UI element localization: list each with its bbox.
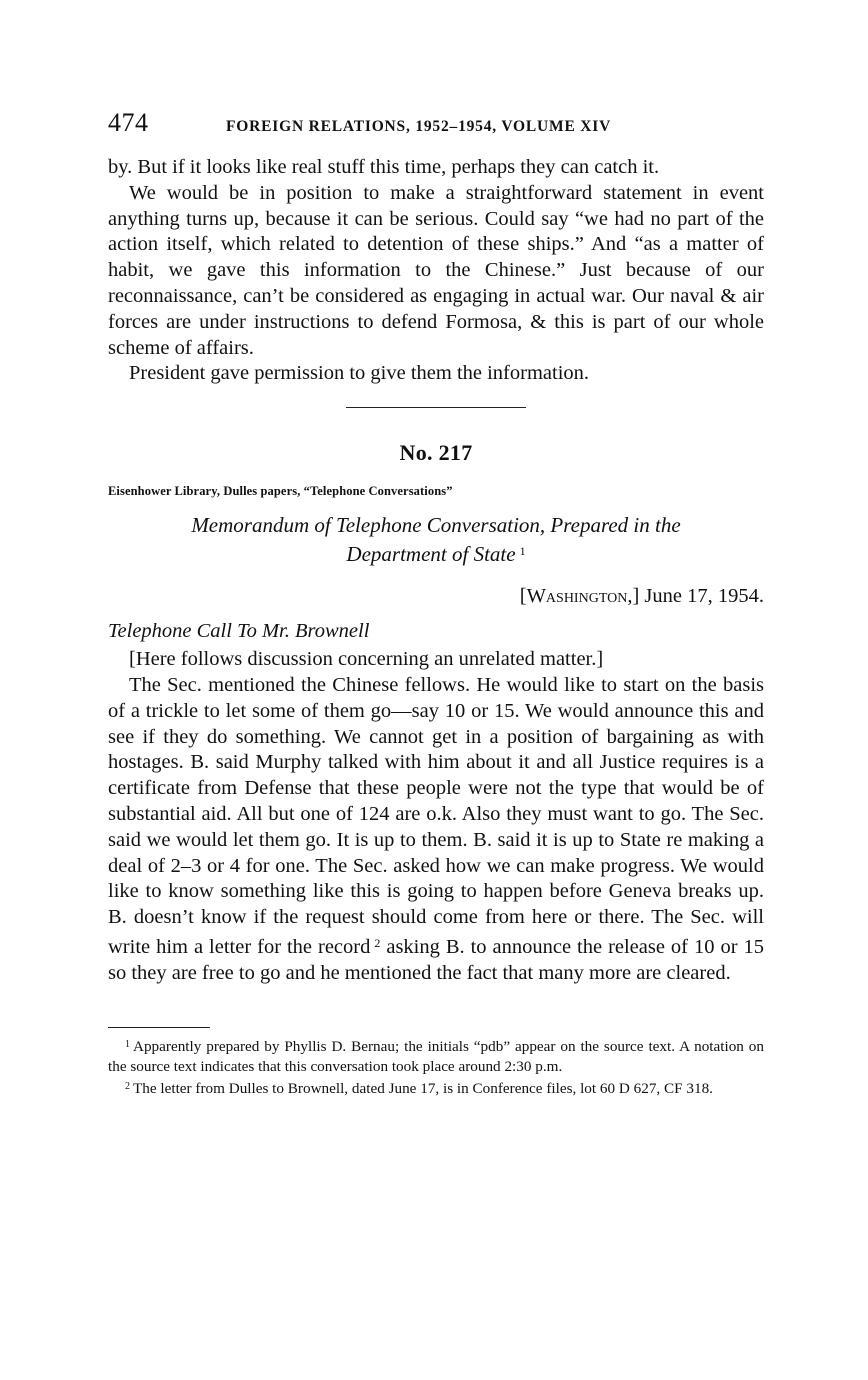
continuation-paragraph: President gave permission to give them the information. [129,362,590,385]
document-title-line [148,539,724,568]
document-number: No. 217 [399,440,473,466]
section-divider [346,407,526,408]
dateline-place: Washington [526,585,628,608]
footnote-reference[interactable]: 1 [519,543,526,558]
dateline [108,585,764,608]
dateline-date: June 17, 1954. [644,585,764,608]
running-title: FOREIGN RELATIONS, 1952–1954, VOLUME XIV [226,118,612,135]
call-subheading: Telephone Call To Mr. Brownell [108,620,370,643]
footnote-marker: 1 [125,1038,130,1050]
footnote-divider [108,1027,210,1028]
document-title-line: Memorandum of Telephone Conversation, Prepared in the [191,513,681,538]
memo-text: asking B. to announce the release of 10 or 15 so they are free to go and he mentioned the fact that many more are cleared. [108,935,765,984]
memo-text: The Sec. mentioned the Chinese fellows. He would like to start on the basis of a trickle to let some of them go—say 10 or 15. We would announce this and see if they do something. We cannot get in a position of bargaining as with hostages. B. said Murphy talked with him about it and all Justice requires is a certificate from Defense that these people were not the type that would be of substantial aid. All but one of 124 are o.k. Also they must want to go. The Sec. said we would let them go. It is up to them. B. said it is up to State re making a deal of 2–3 or 4 for one. The Sec. asked how we can make progress. We would like to know something like this is going to happen before Geneva breaks up. B. doesn’t know if the request should come from here or there. The Sec. will write him a letter for the record [108,673,764,958]
footnote-text: The letter from Dulles to Brownell, dated June 17, is in Conference files, lot 60 D 627, CF 318. [133,1079,713,1097]
source-citation: Eisenhower Library, Dulles papers, “Telephone Conversations” [108,484,453,499]
dateline-open: [ [519,585,527,608]
footnote [108,1077,764,1099]
memo-paragraph [108,673,764,987]
memo-paragraph: [Here follows discussion concerning an unrelated matter.] [129,648,604,671]
footnote [108,1035,764,1077]
footnote-marker: 2 [125,1080,130,1092]
dateline-close: ,] [627,585,640,608]
footnote-reference[interactable]: 2 [374,935,381,950]
document-page [108,104,764,1099]
document-title-text: Department of State [346,541,516,566]
footnote-text: Apparently prepared by Phyllis D. Bernau; the initials “pdb” appear on the source text. A notation on the source text indicates that this conversation took place around 2:30 p.m. [108,1037,764,1075]
running-head [108,104,764,144]
page-number: 474 [108,108,149,137]
continuation-paragraph: by. But if it looks like real stuff this time, perhaps they can catch it. [108,156,660,178]
document-title [108,513,764,567]
continuation-paragraph: We would be in position to make a straightforward statement in event anything turns up, because it can be serious. Could say “we had no part of the action itself, which related to detention of these ships.” And “as a matter of habit, we gave this information to the Chinese.” Just because of our reconnaissance, can’t be considered as engaging in actual war. Our naval & air forces are under instructions to defend Formosa, & this is part of our whole scheme of affairs. [108,181,764,359]
